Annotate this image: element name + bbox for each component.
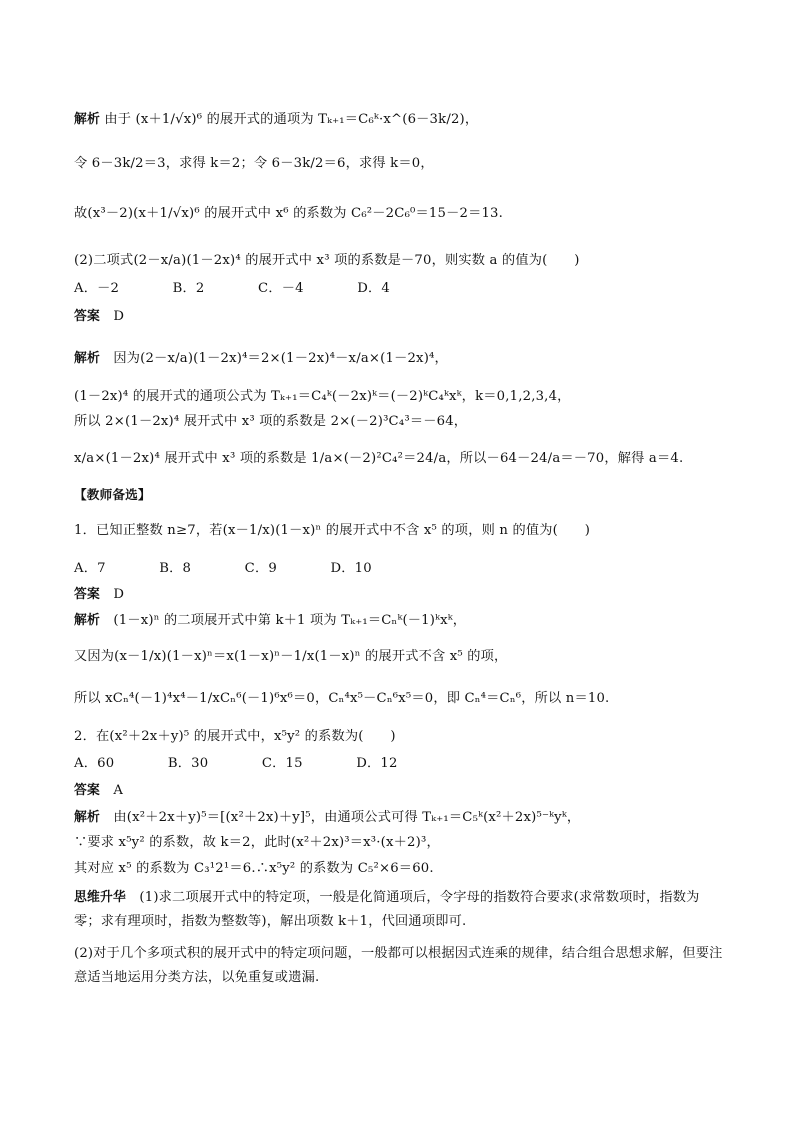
text-line (74, 755, 724, 773)
text-line (74, 486, 724, 505)
line-label: 答案 (74, 783, 100, 798)
line-label: 解析 (74, 613, 100, 628)
summary-label: 思维升华 (74, 890, 126, 905)
text-line (74, 413, 724, 431)
text-line (74, 834, 724, 852)
text-line (74, 205, 724, 223)
line-text: 【教师备选】 (74, 487, 151, 502)
text-line (74, 388, 724, 406)
line-label: 答案 (74, 309, 100, 324)
text-line (74, 782, 724, 800)
line-text: 又因为(x－1/x)(1－x)ⁿ＝x(1－x)ⁿ－1/x(1－x)ⁿ 的展开式不含 x⁵ 的项， (74, 649, 508, 664)
line-text: 令 6－3k/2＝3，求得 k＝2；令 6－3k/2＝6，求得 k＝0， (74, 156, 434, 171)
line-text: D (100, 309, 125, 324)
line-text: 由于 (x＋1/√x)⁶ 的展开式的通项为 Tₖ₊₁＝C₆ᵏ·x^(6－3k/2)， (100, 112, 479, 127)
line-text: 1．已知正整数 n≥7，若(x－1/x)(1－x)ⁿ 的展开式中不含 x⁵ 的项，则 n 的值为( ) (74, 523, 591, 538)
summary-paragraph-1 (74, 886, 724, 934)
summary-text-1: (1)求二项展开式中的特定项，一般是化简通项后，令字母的指数符合要求(求常数项时，指数为零；求有理项时，指数为整数等)，解出项数 k＋1，代回通项即可. (74, 890, 700, 929)
text-line (74, 155, 724, 173)
line-label: 解析 (74, 351, 100, 366)
text-line (74, 612, 724, 630)
line-text: A．60 B．30 C．15 D．12 (74, 756, 398, 771)
line-text: D (100, 587, 125, 602)
text-line (74, 648, 724, 666)
line-text: 2．在(x²＋2x＋y)⁵ 的展开式中，x⁵y² 的系数为( ) (74, 729, 396, 744)
line-text: (2)二项式(2－x/a)(1－2x)⁴ 的展开式中 x³ 项的系数是－70，则实数 a 的值为( ) (74, 253, 580, 268)
line-text: (1－2x)⁴ 的展开式的通项公式为 Tₖ₊₁＝C₄ᵏ(－2x)ᵏ＝(－2)ᵏC₄ᵏxᵏ，k＝0,1,2,3,4， (74, 389, 571, 404)
line-text: A．－2 B．2 C．－4 D．4 (74, 281, 391, 296)
line-text: A (100, 783, 124, 798)
text-line (74, 350, 724, 368)
text-line (74, 252, 724, 270)
line-label: 答案 (74, 587, 100, 602)
line-text: x/a×(1－2x)⁴ 展开式中 x³ 项的系数是 1/a×(－2)²C₄²＝24/a，所以－64－24/a＝－70，解得 a＝4. (74, 451, 684, 466)
text-line (74, 450, 724, 468)
text-line (74, 690, 724, 708)
line-text: 故(x³－2)(x＋1/√x)⁶ 的展开式中 x⁶ 的系数为 C₆²－2C₆⁰＝15－2＝13. (74, 206, 504, 221)
text-line (74, 728, 724, 746)
text-line (74, 560, 724, 578)
text-line (74, 586, 724, 604)
line-text: 所以 2×(1－2x)⁴ 展开式中 x³ 项的系数是 2×(－2)³C₄³＝－64， (74, 414, 468, 429)
text-line (74, 522, 724, 540)
line-text: A．7 B．8 C．9 D．10 (74, 561, 372, 576)
line-label: 解析 (74, 810, 100, 825)
text-line (74, 308, 724, 326)
text-line (74, 111, 724, 129)
line-text: 其对应 x⁵ 的系数为 C₃¹2¹＝6.∴x⁵y² 的系数为 C₅²×6＝60. (74, 861, 434, 876)
line-text: 由(x²＋2x＋y)⁵＝[(x²＋2x)＋y]⁵，由通项公式可得 Tₖ₊₁＝C₅ᵏ(x²＋2x)⁵⁻ᵏyᵏ， (100, 810, 581, 825)
text-line (74, 860, 724, 878)
summary-paragraph-2 (74, 942, 724, 990)
line-label: 解析 (74, 112, 100, 127)
summary-text-2: (2)对于几个多项式积的展开式中的特定项问题，一般都可以根据因式连乘的规律，结合组合思想求解，但要注意适当地运用分类方法，以免重复或遗漏. (74, 946, 723, 985)
line-text: ∵要求 x⁵y² 的系数，故 k＝2，此时(x²＋2x)³＝x³·(x＋2)³， (74, 835, 440, 850)
line-text: (1－x)ⁿ 的二项展开式中第 k＋1 项为 Tₖ₊₁＝Cₙᵏ(－1)ᵏxᵏ， (100, 613, 467, 628)
text-line (74, 280, 724, 298)
text-line (74, 809, 724, 827)
line-text: 所以 xCₙ⁴(－1)⁴x⁴－1/xCₙ⁶(－1)⁶x⁶＝0，Cₙ⁴x⁵－Cₙ⁶x⁵＝0，即 Cₙ⁴＝Cₙ⁶，所以 n＝10. (74, 691, 610, 706)
line-text: 因为(2－x/a)(1－2x)⁴＝2×(1－2x)⁴－x/a×(1－2x)⁴， (100, 351, 448, 366)
